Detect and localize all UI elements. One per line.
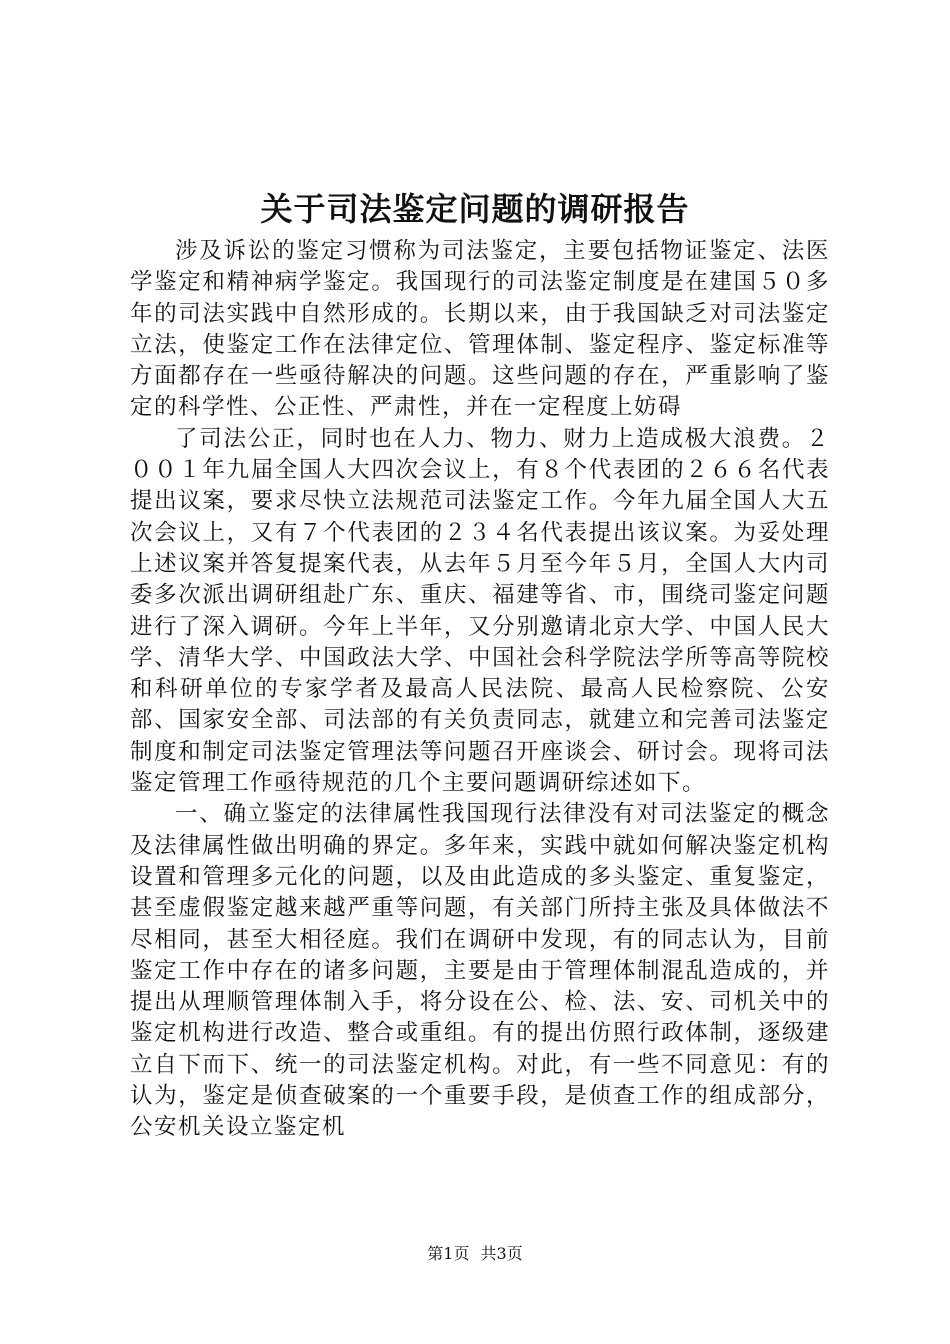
page-number: 第1页 [427,1244,470,1263]
document-title: 关于司法鉴定问题的调研报告 [260,190,690,228]
page-total: 共3页 [480,1244,523,1263]
document-body [130,236,830,1144]
paragraph-3: 一、确立鉴定的法律属性我国现行法律没有对司法鉴定的概念及法律属性做出明确的界定。多年来，实践中就如何解决鉴定机构设置和管理多元化的问题，以及由此造成的多头鉴定、重复鉴定，甚至虚假鉴定越来越严重等问题，有关部门所持主张及具体做法不尽相同，甚至大相径庭。我们在调研中发现，有的同志认为，目前鉴定工作中存在的诸多问题，主要是由于管理体制混乱造成的，并提出从理顺管理体制入手，将分设在公、检、法、安、司机关中的鉴定机构进行改造、整合或重组。有的提出仿照行政体制，逐级建立自下而下、统一的司法鉴定机构。对此，有一些不同意见：有的认为，鉴定是侦查破案的一个重要手段，是侦查工作的组成部分，公安机关设立鉴定机 [130,801,830,1141]
page-footer [0,1244,950,1264]
paragraph-2: 了司法公正，同时也在人力、物力、财力上造成极大浪费。２００１年九届全国人大四次会议上，有８个代表团的２６６名代表提出议案，要求尽快立法规范司法鉴定工作。今年九届全国人大五次会议上，又有７个代表团的２３４名代表提出该议案。为妥处理上述议案并答复提案代表，从去年５月至今年５月，全国人大内司委多次派出调研组赴广东、重庆、福建等省、市，围绕司鉴定问题进行了深入调研。今年上半年，又分别邀请北京大学、中国人民大学、清华大学、中国政法大学、中国社会科学院法学所等高等院校和科研单位的专家学者及最高人民法院、最高人民检察院、公安部、国家安全部、司法部的有关负责同志，就建立和完善司法鉴定制度和制定司法鉴定管理法等问题召开座谈会、研讨会。现将司法鉴定管理工作亟待规范的几个主要问题调研综述如下。 [130,425,830,797]
paragraph-1: 涉及诉讼的鉴定习惯称为司法鉴定，主要包括物证鉴定、法医学鉴定和精神病学鉴定。我国现行的司法鉴定制度是在建国５０多年的司法实践中自然形成的。长期以来，由于我国缺乏对司法鉴定立法，使鉴定工作在法律定位、管理体制、鉴定程序、鉴定标准等方面都存在一些亟待解决的问题。这些问题的存在，严重影响了鉴定的科学性、公正性、严肃性，并在一定程度上妨碍 [130,238,830,421]
